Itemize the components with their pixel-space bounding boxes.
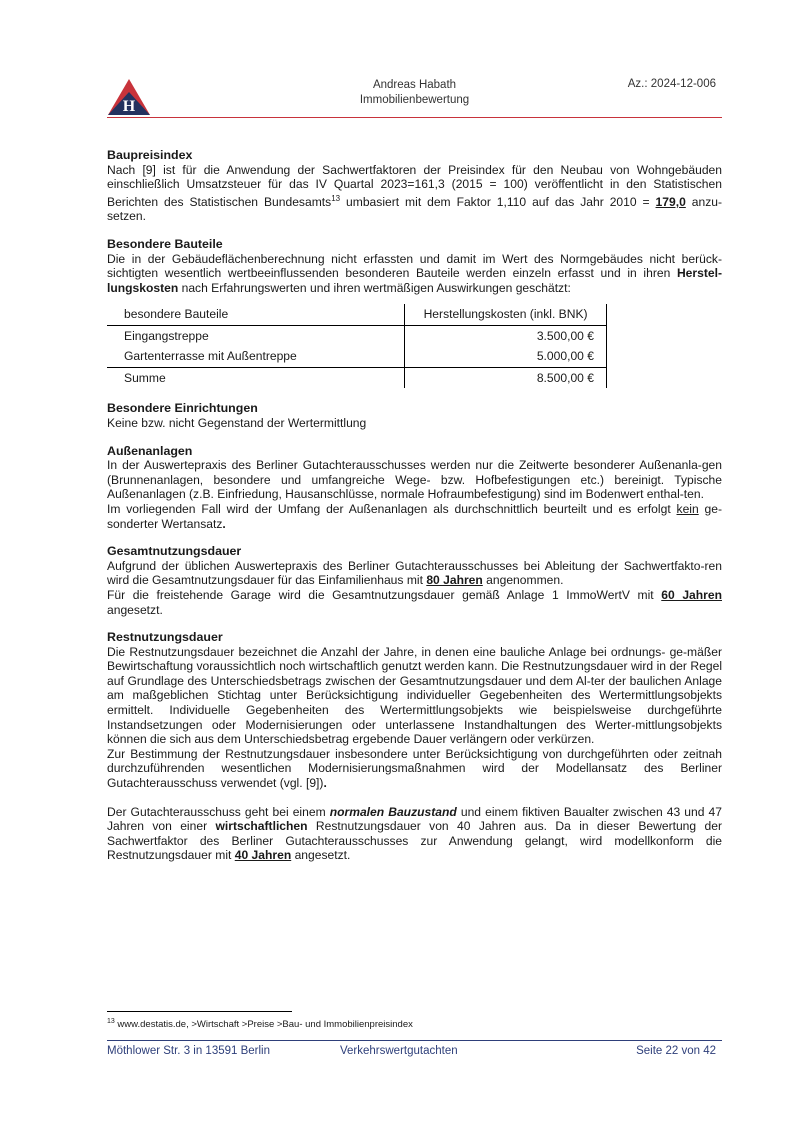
table-cell: Eingangstreppe xyxy=(124,328,209,343)
footer-doc-type: Verkehrswertgutachten xyxy=(340,1045,458,1057)
text-part: und einem fiktiven Baualter zwischen 43 und 47 Jahren von einer xyxy=(107,804,722,834)
table-row xyxy=(107,346,607,367)
section-text: In der Auswertepraxis des Berliner Gutachterausschusses werden nur die Zeitwerte besonderer Außenanla-gen (Brunnenanlagen, besondere und umfangreiche Wege- bzw. Hofbefestigungen etc.) bereinigt. Typische Außenanlagen (z.B. Einfriedung, Hausanschlüsse, normale Hofraumbefestigung) sind im Bodenwert enthal-ten. xyxy=(107,458,722,502)
section-aussenanlagen xyxy=(107,444,722,532)
footer-page-number: Seite 22 von 42 xyxy=(636,1045,716,1057)
section-title: Baupreisindex xyxy=(107,148,193,162)
section-besondere-bauteile xyxy=(107,237,722,388)
table-cell: 8.500,00 € xyxy=(405,367,607,388)
section-text xyxy=(107,747,722,791)
footnote xyxy=(107,1018,413,1030)
text-bold: Herstel-lungskosten xyxy=(107,266,722,295)
text-part: nach Erfahrungswerten und ihren wertmäßigen Auswirkungen geschätzt: xyxy=(178,280,571,295)
table-cell: Gartenterrasse mit Außentreppe xyxy=(124,349,297,364)
text-part: Im vorliegenden Fall wird der Umfang der Außenanlagen als durchschnittlich beurteilt und es erfolgt xyxy=(107,501,677,516)
section-text xyxy=(107,559,722,588)
page-header xyxy=(107,76,722,120)
section-text xyxy=(107,163,722,224)
header-subtitle: Immobilienbewertung xyxy=(359,94,470,106)
text-part: Der Gutachterausschuss geht bei einem xyxy=(107,804,330,819)
text-part: angesetzt. xyxy=(291,848,351,863)
text-bold: . xyxy=(222,516,226,531)
table-row xyxy=(107,325,607,346)
text-bold-underline: 60 Jahren xyxy=(661,587,722,602)
table-cell: 5.000,00 € xyxy=(405,346,607,367)
header-reference: Az.: 2024-12-006 xyxy=(627,78,716,90)
index-value: 179,0 xyxy=(655,194,686,209)
section-title: Außenanlagen xyxy=(107,443,193,458)
header-name: Andreas Habath xyxy=(372,79,457,91)
section-title: Besondere Einrichtungen xyxy=(107,401,258,416)
bauteile-table xyxy=(107,304,607,388)
section-text xyxy=(107,588,722,617)
section-text: Keine bzw. nicht Gegenstand der Wertermittlung xyxy=(107,415,367,430)
table-cell: Summe xyxy=(107,367,405,388)
text-bold: . xyxy=(323,776,327,791)
footer-divider xyxy=(107,1040,722,1041)
footnote-text: www.destatis.de, >Wirtschaft >Preise >Bau- und Immobilienpreisindex xyxy=(114,1019,413,1031)
section-text xyxy=(107,502,722,531)
text-part: angesetzt. xyxy=(107,602,163,617)
footer-address: Möthlower Str. 3 in 13591 Berlin xyxy=(107,1045,271,1057)
text-bold: wirtschaftlichen xyxy=(215,819,308,834)
text-part: anzu-setzen. xyxy=(107,194,722,224)
section-text xyxy=(107,805,722,863)
text-part: Nach [9] ist für die Anwendung der Sachwertfaktoren der Preisindex für den Neubau von Wohngebäuden einschließlich Umsatzsteuer für das IV Quartal 2023=161,3 (2015 = 100) veröffentlicht in den Statistischen Berichten des Statistischen Bundesamts xyxy=(107,162,722,209)
text-part: umbasiert mit dem Faktor 1,110 auf das Jahr 2010 = xyxy=(340,194,656,209)
table-cell: 3.500,00 € xyxy=(405,325,607,346)
text-bold-italic: normalen Bauzustand xyxy=(329,804,457,819)
table-header-cell: besondere Bauteile xyxy=(107,304,405,325)
footnote-ref: 13 xyxy=(331,193,341,203)
text-part: Aufgrund der üblichen Auswertepraxis des Berliner Gutachterausschusses bei Ableitung der Sachwertfakto-ren wird die Gesamtnutzungsdauer für das Einfamilienhaus mit xyxy=(107,558,722,588)
text-bold-underline: 80 Jahren xyxy=(426,573,483,588)
section-baupreisindex xyxy=(107,148,722,224)
section-besondere-einrichtungen xyxy=(107,401,722,430)
section-text xyxy=(107,252,722,296)
table-sum-row xyxy=(107,367,607,388)
section-title: Besondere Bauteile xyxy=(107,237,223,251)
header-divider xyxy=(107,117,722,118)
section-text: Die Restnutzungsdauer bezeichnet die Anzahl der Jahre, in denen eine bauliche Anlage bei ordnungs- ge-mäßer Bewirtschaftung voraussichtlich noch wirtschaftlich genutzt werden kann. Die Restnutzungsdauer wird in der Regel auf Grundlage des Unterschiedsbetrags zwischen der Gesamtnutzungsdauer und dem Al-ter der baulichen Anlage am maßgeblichen Stichtag unter Berücksichtigung individueller Gegebenheiten des Wertermittlungsobjekts ermittelt. Individuelle Gegebenheiten des Wertermittlungsobjekts wie beispielsweise durchgeführte Instandsetzungen oder Modernisierungen oder unterlassene Instandhaltungen des Werter-mittlungsobjekts können die sich aus dem Unterschiedsbetrag ergebende Dauer verlängern oder verkürzen. xyxy=(107,644,722,747)
text-part: Zur Bestimmung der Restnutzungsdauer insbesondere unter Berücksichtigung von durchgeführten oder zeitnah durchzuführenden wesentlichen Modernisierungsmaßnahmen wird der Modellansatz des Berliner Gutachterausschuss verwendet (vgl. [9]) xyxy=(107,746,722,791)
section-title: Restnutzungsdauer xyxy=(107,630,223,645)
footnote-number: 13 xyxy=(107,1018,115,1025)
section-restnutzungsdauer xyxy=(107,630,722,863)
text-part: Für die freistehende Garage wird die Gesamtnutzungsdauer gemäß Anlage 1 ImmoWertV mit xyxy=(107,587,662,602)
section-title: Gesamtnutzungsdauer xyxy=(107,544,242,559)
footnote-divider xyxy=(107,1011,292,1012)
logo-letter: H xyxy=(122,98,136,115)
text-underline: kein xyxy=(676,501,699,516)
page-content xyxy=(107,148,722,863)
text-part: ge-sonderter Wertansatz xyxy=(107,501,722,531)
text-part: Die in der Gebäudeflächenberechnung nicht erfassten und damit im Wert des Normgebäudes nicht berück-sichtigten wesentlich wertbeeinflussenden besonderen Bauteile werden einzeln erfasst und in ihren xyxy=(107,251,722,281)
text-part: angenommen. xyxy=(482,573,564,588)
table-header-row xyxy=(107,304,607,325)
text-bold-underline: 40 Jahren xyxy=(234,848,292,863)
text-part: Restnutzungsdauer von 40 Jahren aus. Da in dieser Bewertung der Sachwertfaktor des Berliner Gutachterausschusses zur Anwendung gelangt, wird modellkonform die Restnutzungsdauer mit xyxy=(107,819,722,863)
table-header-cell: Herstellungskosten (inkl. BNK) xyxy=(405,304,607,325)
section-gesamtnutzungsdauer xyxy=(107,544,722,617)
